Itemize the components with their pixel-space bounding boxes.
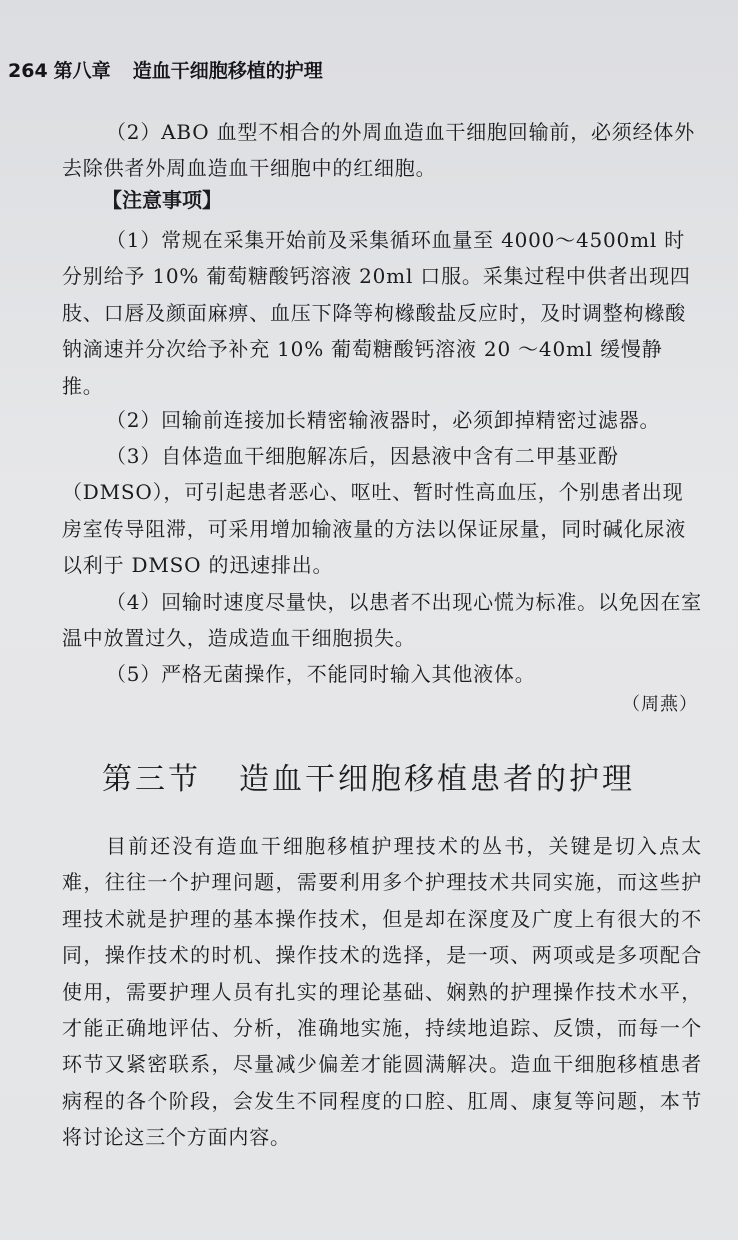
section-heading xyxy=(102,754,635,798)
notes-heading: 【注意事项】 xyxy=(102,188,222,212)
page-number: 264 xyxy=(8,60,48,82)
section-body: 目前还没有造血干细胞移植护理技术的丛书，关键是切入点太难，往往一个护理问题，需要利用多个护理技术共同实施，而这些护理技术就是护理的基本操作技术，但是却在深度及广度上有很大的不同，操作技术的时机、操作技术的选择，是一项、两项或是多项配合使用，需要护理人员有扎实的理论基础、娴熟的护理操作技术水平，才能正确地评估、分析，准确地实施，持续地追踪、反馈，而每一个环节又紧密联系，尽量减少偏差才能圆满解决。造血干细胞移植患者病程的各个阶段，会发生不同程度的口腔、肛周、康复等问题，本节将讨论这三个方面内容。 xyxy=(62,834,702,1150)
chapter-title: 造血干细胞移植的护理 xyxy=(132,60,323,82)
note-item-3: （3）自体造血干细胞解冻后，因悬液中含有二甲基亚酚（DMSO），可引起患者恶心、呕吐、暂时性高血压，个别患者出现房室传导阻滞，可采用增加输液量的方法以保证尿量，同时碱化尿液以利于 DMSO 的迅速排出。 xyxy=(62,444,686,578)
chapter-label: 第八章 xyxy=(53,60,111,82)
author-credit: （周燕） xyxy=(622,694,698,715)
section-title: 造血干细胞移植患者的护理 xyxy=(239,762,635,797)
note-item-1: （1）常规在采集开始前及采集循环血量至 4000～4500ml 时分别给予 10% 葡萄糖酸钙溶液 20ml 口服。采集过程中供者出现四肢、口唇及颜面麻痹、血压下降等枸橼酸盐反应时，及时调整枸橼酸钠滴速并分次给予补充 10% 葡萄糖酸钙溶液 20 ～40ml 缓慢静推。 xyxy=(62,228,691,398)
running-header xyxy=(8,56,323,86)
note-item-5: （5）严格无菌操作，不能同时输入其他液体。 xyxy=(106,662,536,686)
section-number: 第三节 xyxy=(102,762,201,797)
note-item-4: （4）回输时速度尽量快，以患者不出现心慌为标准。以免因在室温中放置过久，造成造血干细胞损失。 xyxy=(62,590,702,651)
note-item-2: （2）回输前连接加长精密输液器时，必须卸掉精密过滤器。 xyxy=(106,408,661,432)
paragraph-abo: （2）ABO 血型不相合的外周血造血干细胞回输前，必须经体外去除供者外周血造血干细胞中的红细胞。 xyxy=(62,120,695,181)
